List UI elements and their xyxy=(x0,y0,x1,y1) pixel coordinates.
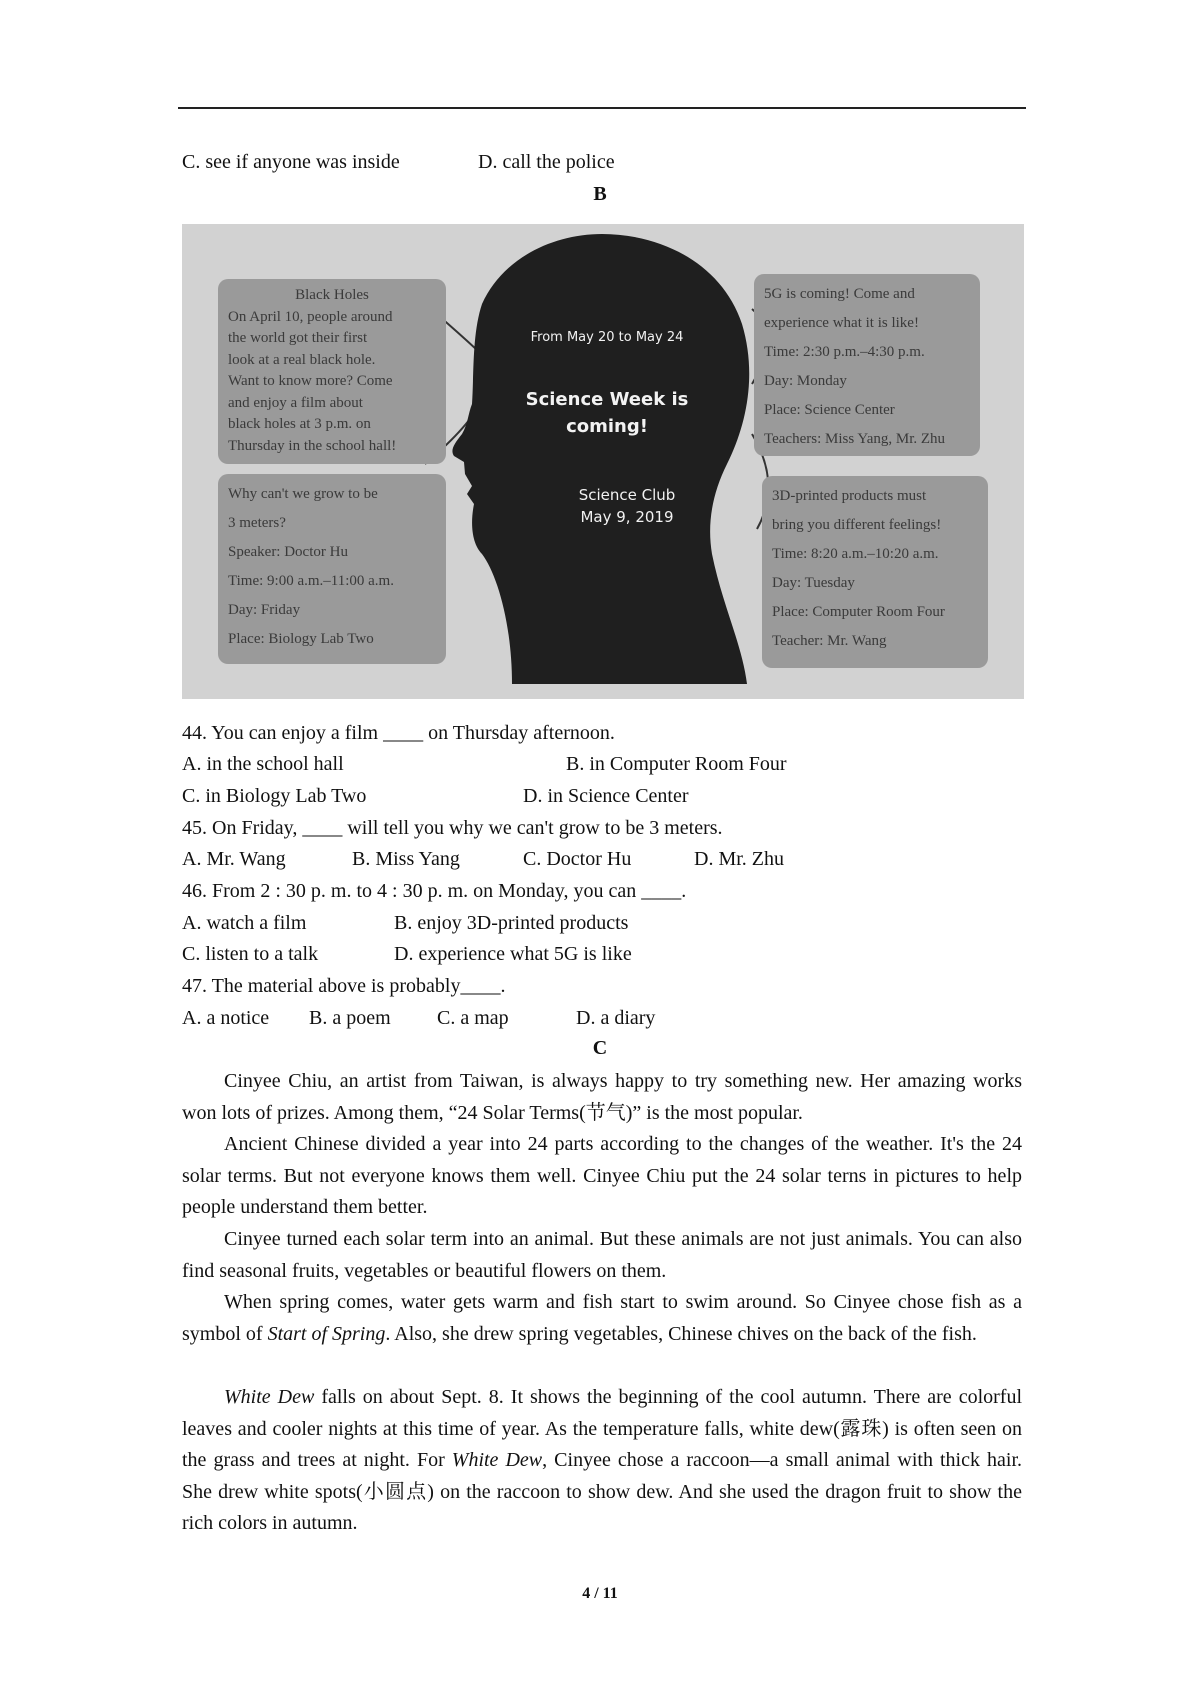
q46-option-b: B. enjoy 3D-printed products xyxy=(394,912,629,934)
q46-option-c: C. listen to a talk xyxy=(182,943,319,965)
black-holes-line: and enjoy a film about xyxy=(228,394,363,411)
black-holes-box xyxy=(218,279,446,464)
passage-paragraph-2: Ancient Chinese divided a year into 24 parts according to the changes of the weather. It's the 24 solar terms. But not everyone knows them well. Cinyee Chiu put the 24 solar terns in pictures to help people understand them better. xyxy=(182,1133,1022,1219)
fiveg-box xyxy=(754,274,980,456)
q46-option-a: A. watch a film xyxy=(182,912,307,934)
black-holes-line: Thursday in the school hall! xyxy=(228,437,397,454)
black-holes-title: Black Holes xyxy=(295,287,369,303)
threed-box xyxy=(762,476,988,668)
poster-club: Science Club xyxy=(578,486,676,504)
q45-option-c: C. Doctor Hu xyxy=(523,848,632,870)
threed-line: Place: Computer Room Four xyxy=(772,604,945,620)
threed-line: Teacher: Mr. Wang xyxy=(772,633,887,649)
q44-option-d: D. in Science Center xyxy=(523,785,689,807)
grow-line: Place: Biology Lab Two xyxy=(228,631,374,647)
threed-line: Time: 8:20 a.m.–10:20 a.m. xyxy=(772,546,939,562)
poster-club-date: May 9, 2019 xyxy=(580,508,674,526)
grow-line: Speaker: Doctor Hu xyxy=(228,544,348,560)
q44-option-b: B. in Computer Room Four xyxy=(566,753,787,775)
poster-dates: From May 20 to May 24 xyxy=(530,330,684,345)
q45-option-d: D. Mr. Zhu xyxy=(694,848,784,870)
black-holes-line: On April 10, people around xyxy=(228,308,393,325)
threed-line: bring you different feelings! xyxy=(772,517,942,533)
q45-option-a: A. Mr. Wang xyxy=(182,848,286,870)
black-holes-line: look at a real black hole. xyxy=(228,351,376,368)
q47-option-d: D. a diary xyxy=(576,1007,656,1029)
poster-title-1: Science Week is xyxy=(525,389,689,410)
q47-option-c: C. a map xyxy=(437,1007,509,1029)
black-holes-line: the world got their first xyxy=(228,330,368,346)
q47-option-b: B. a poem xyxy=(309,1007,391,1029)
question-44: 44. You can enjoy a film ____ on Thursday afternoon. xyxy=(182,722,615,744)
question-47: 47. The material above is probably____. xyxy=(182,975,506,997)
fiveg-line: Day: Monday xyxy=(764,373,847,389)
question-45: 45. On Friday, ____ will tell you why we can't grow to be 3 meters. xyxy=(182,817,723,839)
q44-option-c: C. in Biology Lab Two xyxy=(182,785,367,807)
grow-talk-box xyxy=(218,474,446,664)
fiveg-line: Place: Science Center xyxy=(764,402,895,418)
grow-line: Time: 9:00 a.m.–11:00 a.m. xyxy=(228,573,394,589)
black-holes-line: black holes at 3 p.m. on xyxy=(228,416,371,432)
white-dew-term: White Dew xyxy=(451,1449,543,1472)
threed-line: Day: Tuesday xyxy=(772,575,855,591)
option-d-prev: D. call the police xyxy=(478,151,615,173)
question-46: 46. From 2 : 30 p. m. to 4 : 30 p. m. on Monday, you can ____. xyxy=(182,880,687,902)
section-c-heading: C xyxy=(592,1037,608,1059)
q47-option-a: A. a notice xyxy=(182,1007,270,1029)
q45-option-b: B. Miss Yang xyxy=(352,848,460,870)
start-of-spring-term: Start of Spring xyxy=(267,1322,386,1345)
page-number: 4 / 11 xyxy=(582,1585,618,1602)
threed-line: 3D-printed products must xyxy=(772,488,927,504)
fiveg-line: experience what it is like! xyxy=(764,315,919,331)
header-rule xyxy=(178,107,1026,109)
passage-paragraph-1: Cinyee Chiu, an artist from Taiwan, is always happy to try something new. Her amazing works won lots of prizes. Among them, “24 Solar Terms(节气)” is the most popular. xyxy=(182,1070,1022,1124)
passage-paragraph-3: Cinyee turned each solar term into an animal. But these animals are not just animals. You can also find seasonal fruits, vegetables or beautiful flowers on them. xyxy=(182,1228,1022,1282)
grow-line: Why can't we grow to be xyxy=(228,486,378,502)
passage-paragraph-5: White Dew falls on about Sept. 8. It shows the beginning of the cool autumn. There are colorful leaves and cooler nights at this time of year. As the temperature falls, white dew(露珠) is often seen on the grass and trees at night. For White Dew, Cinyee chose a raccoon—a small animal with thick hair. She drew white spots(小圆点) on the raccoon to show dew. And she used the dragon fruit to show the rich colors in autumn. xyxy=(182,1386,1023,1535)
science-week-poster xyxy=(182,224,1024,699)
q46-option-d: D. experience what 5G is like xyxy=(394,943,632,965)
fiveg-line: 5G is coming! Come and xyxy=(764,286,915,302)
white-dew-term: White Dew xyxy=(224,1386,315,1408)
fiveg-line: Teachers: Miss Yang, Mr. Zhu xyxy=(764,431,946,447)
passage-paragraph-4: When spring comes, water gets warm and fish start to swim around. So Cinyee chose fish as a symbol of Start of Spring. Also, she drew spring vegetables, Chinese chives on the back of the fish. xyxy=(182,1291,1022,1345)
black-holes-line: Want to know more? Come xyxy=(228,373,393,389)
grow-line: Day: Friday xyxy=(228,602,301,618)
option-c-prev: C. see if anyone was inside xyxy=(182,151,400,173)
poster-title-2: coming! xyxy=(566,416,648,437)
fiveg-line: Time: 2:30 p.m.–4:30 p.m. xyxy=(764,344,925,360)
q44-option-a: A. in the school hall xyxy=(182,753,344,775)
grow-line: 3 meters? xyxy=(228,515,286,531)
section-b-heading: B xyxy=(593,183,607,205)
